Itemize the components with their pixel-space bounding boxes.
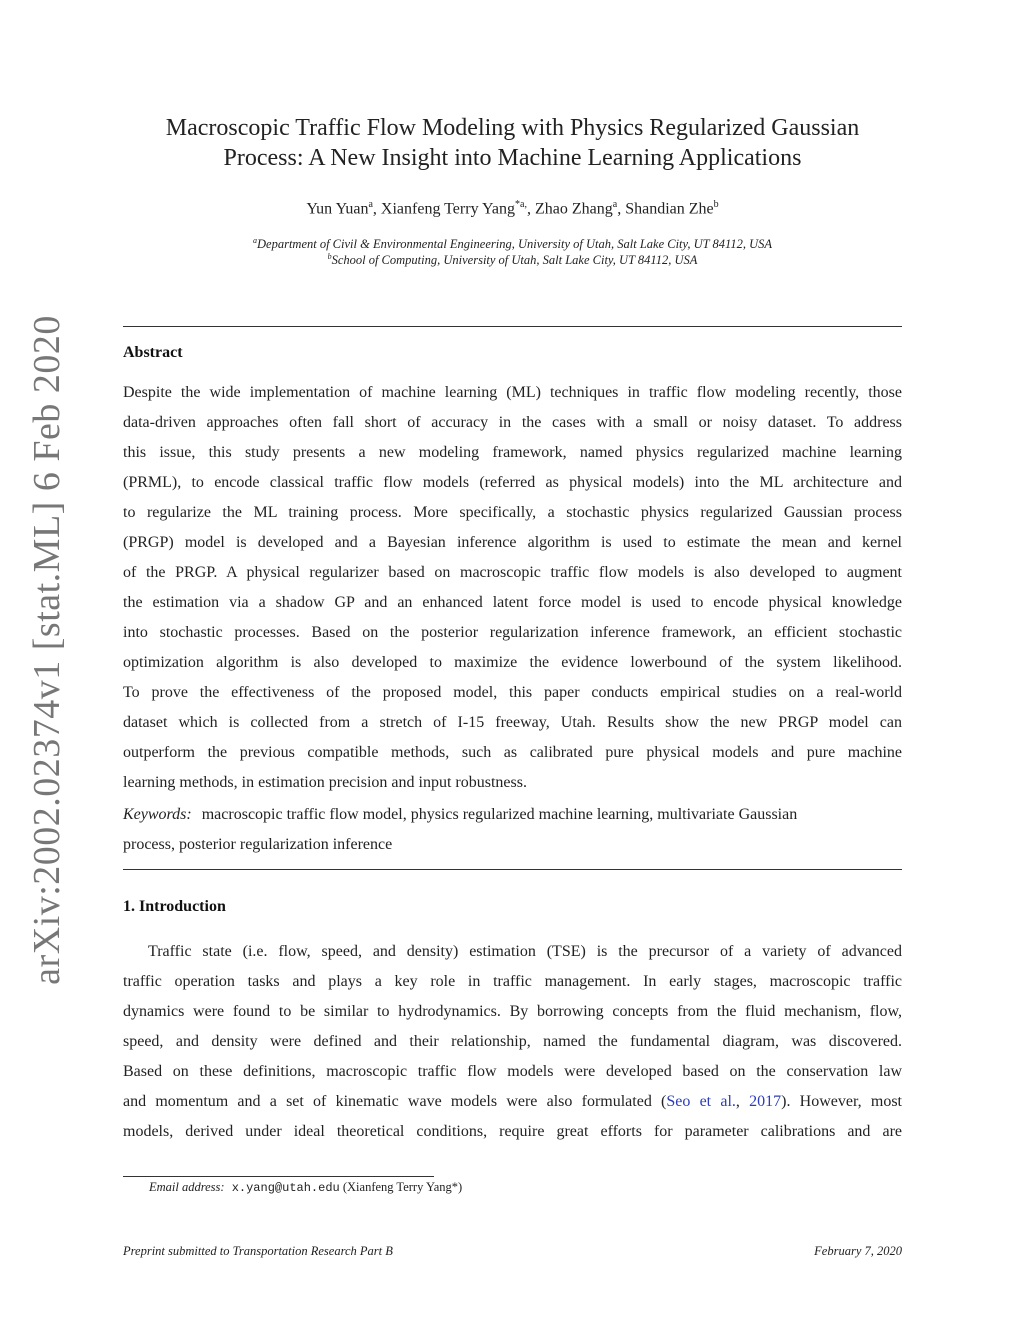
author-affiliation-mark: a [612, 199, 618, 210]
affiliation-b: $^b$School of Computing, University of Utah, Salt Lake City, UT 84112, USA [327, 252, 698, 268]
introduction-heading: 1. Introduction [123, 898, 226, 915]
footnote-name: (Xianfeng Terry Yang*) [342, 1180, 463, 1194]
title-line-2: Process: A New Insight into Machine Learning Applications [223, 145, 802, 171]
title-line-1: Macroscopic Traffic Flow Modeling with Physics Regularized Gaussian [165, 115, 860, 141]
abstract-line: the estimation via a shadow GP and an enhanced latent force model is used to encode physical knowledge [123, 594, 902, 611]
abstract-line: of the PRGP. A physical regularizer based on macroscopic traffic flow models is also developed to augment [123, 564, 902, 581]
footnote-rule [123, 1176, 434, 1177]
introduction-line: speed, and density were defined and their relationship, named the fundamental diagram, was discovered. [123, 1033, 902, 1050]
author-affiliation-mark: a [368, 199, 373, 210]
introduction-body [123, 937, 902, 1147]
abstract-line: Despite the wide implementation of machine learning (ML) techniques in traffic flow modeling recently, those [123, 384, 902, 401]
abstract-body [123, 378, 902, 798]
keywords [123, 800, 902, 860]
abstract-line: outperform the previous compatible methods, such as calibrated pure physical models and pure machine [123, 744, 902, 761]
footnote-email [149, 1180, 462, 1195]
affiliation-a: $^a$Department of Civil & Environmental Engineering, University of Utah, Salt Lake City, UT 84112, USA [253, 236, 772, 252]
arxiv-identifier-stamp: arXiv:2002.02374v1 [stat.ML] 6 Feb 2020 [26, 315, 68, 985]
author-name: Yun Yuan [306, 200, 369, 218]
abstract-line: to regularize the ML training process. More specifically, a stochastic physics regularized Gaussian process [123, 504, 902, 521]
introduction-line: dynamics were found to be similar to hydrodynamics. By borrowing concepts from the fluid mechanism, flow, [123, 1003, 902, 1020]
email-address[interactable]: x.yang@utah.edu [231, 1181, 340, 1195]
abstract-line: data-driven approaches often fall short of accuracy in the cases with a small or noisy dataset. To address [123, 414, 902, 431]
footnote-label: Email address: [149, 1180, 225, 1194]
author-list: Yun Yuan$^a$, Xianfeng Terry Yang$^{*a,}$, Zhao Zhang$^a$, Shandian Zhe$^b$ [306, 199, 719, 218]
abstract-line: optimization algorithm is also developed to maximize the evidence lowerbound of the system likelihood. [123, 654, 902, 671]
keywords-line-2: process, posterior regularization inference [123, 836, 393, 853]
abstract-heading: Abstract [123, 344, 183, 361]
abstract-line: dataset which is collected from a stretch of I-15 freeway, Utah. Results show the new PRGP model can [123, 714, 902, 731]
abstract-line: this issue, this study presents a new modeling framework, named physics regularized machine learning [123, 444, 902, 461]
abstract-top-rule [123, 326, 902, 327]
introduction-line-citation: and momentum and a set of kinematic wave models were also formulated (Seo et al., 2017). However, most [123, 1093, 902, 1110]
abstract-line: learning methods, in estimation precision and input robustness. [123, 774, 527, 791]
footer-journal: Preprint submitted to Transportation Research Part B [123, 1244, 393, 1258]
abstract-bottom-rule [123, 869, 902, 870]
author-affiliation-mark: *a, [515, 199, 527, 210]
keywords-line-1: Keywords: macroscopic traffic flow model, physics regularized machine learning, multivariate Gaussian [123, 806, 798, 823]
footer-date: February 7, 2020 [814, 1244, 902, 1258]
author-name: Xianfeng Terry Yang [380, 200, 516, 218]
introduction-line: Based on these definitions, macroscopic traffic flow models were developed based on the conservation law [123, 1063, 902, 1080]
introduction-line: traffic operation tasks and plays a key role in traffic management. In early stages, macroscopic traffic [123, 973, 902, 990]
keywords-label: Keywords: [123, 806, 192, 823]
author-name: Zhao Zhang [534, 200, 613, 218]
abstract-line: To prove the effectiveness of the proposed model, this paper conducts empirical studies on a real-world [123, 684, 902, 701]
author-affiliation-mark: b [713, 199, 719, 210]
citation-link[interactable]: Seo et al., 2017 [666, 1093, 782, 1110]
paper-title [123, 113, 902, 173]
abstract-line: (PRML), to encode classical traffic flow models (referred as physical models) into the ML architecture and [123, 474, 902, 491]
abstract-line: into stochastic processes. Based on the posterior regularization inference framework, an efficient stochastic [123, 624, 902, 641]
introduction-line: models, derived under ideal theoretical conditions, require great efforts for parameter calibrations and are [123, 1123, 902, 1140]
introduction-line: Traffic state (i.e. flow, speed, and density) estimation (TSE) is the precursor of a variety of advanced [148, 943, 902, 960]
abstract-line: (PRGP) model is developed and a Bayesian inference algorithm is used to estimate the mean and kernel [123, 534, 902, 551]
author-name: Shandian Zhe [625, 200, 714, 218]
